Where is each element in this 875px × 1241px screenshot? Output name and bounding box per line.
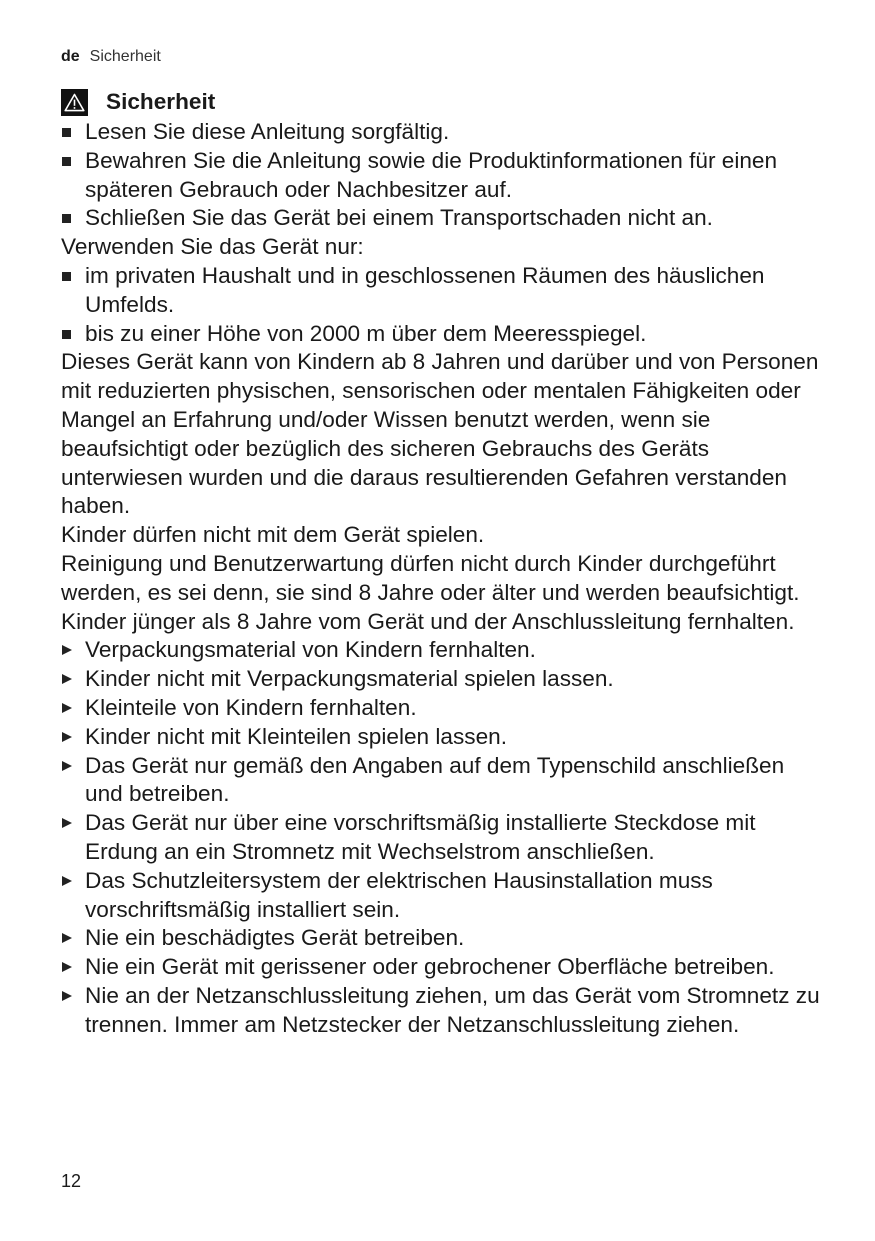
paragraph: Kinder jünger als 8 Jahre vom Gerät und der Anschlussleitung fernhalten. (61, 608, 795, 634)
triangle-bullet-icon (62, 876, 72, 886)
square-bullet-icon (62, 128, 71, 137)
paragraph: Kinder dürfen nicht mit dem Gerät spielen. (61, 522, 485, 548)
instruction-text: Das Gerät nur über eine vorschriftsmäßig installierte Steckdose mit Erdung an ein Stromnetz mit Wechselstrom anschließen. (85, 810, 756, 864)
usage-intro: Verwenden Sie das Gerät nur: (61, 234, 364, 260)
square-bullet-icon (62, 330, 71, 339)
instruction-item (61, 665, 821, 694)
page-number: 12 (61, 1171, 82, 1191)
instruction-item (61, 867, 821, 925)
instruction-text: Verpackungsmaterial von Kindern fernhalten. (85, 637, 536, 663)
triangle-bullet-icon (62, 761, 72, 771)
list-item-text: im privaten Haushalt und in geschlossenen Räumen des häuslichen Umfelds. (85, 262, 765, 317)
list-item-text: bis zu einer Höhe von 2000 m über dem Meeresspiegel. (85, 320, 647, 346)
instruction-item (61, 953, 821, 982)
instruction-text: Das Schutzleitersystem der elektrischen Hausinstallation muss vorschriftsmäßig installiert sein. (85, 867, 713, 922)
square-bullet-icon (62, 157, 71, 166)
list-item-text: Schließen Sie das Gerät bei einem Transportschaden nicht an. (85, 205, 713, 231)
instruction-item (61, 809, 821, 867)
paragraph: Reinigung und Benutzerwartung dürfen nicht durch Kinder durchgeführt werden, es sei denn, sie sind 8 Jahre oder älter und werden beaufsichtigt. (61, 550, 800, 605)
instruction-text: Kinder nicht mit Verpackungsmaterial spielen lassen. (85, 666, 614, 692)
triangle-bullet-icon (62, 732, 72, 742)
list-item-text: Lesen Sie diese Anleitung sorgfältig. (85, 119, 450, 144)
page-content (61, 86, 821, 1040)
triangle-bullet-icon (62, 818, 72, 828)
instruction-item (61, 694, 821, 723)
triangle-bullet-icon (62, 674, 72, 684)
instruction-text: Nie ein beschädigtes Gerät betreiben. (85, 925, 465, 951)
list-item-text: Bewahren Sie die Anleitung sowie die Produktinformationen für einen späteren Gebrauch oder Nachbesitzer auf. (85, 147, 778, 202)
instruction-text: Nie an der Netzanschlussleitung ziehen, um das Gerät vom Stromnetz zu trennen. Immer am Netzstecker der Netzanschlussleitung ziehen. (85, 982, 820, 1037)
warning-triangle-icon (61, 89, 88, 116)
instruction-text: Kleinteile von Kindern fernhalten. (85, 694, 417, 720)
list-item (61, 118, 821, 147)
instruction-text: Kinder nicht mit Kleinteilen spielen lassen. (85, 723, 507, 749)
instruction-text: Das Gerät nur gemäß den Angaben auf dem Typenschild anschließen und betreiben. (85, 752, 785, 807)
instruction-item (61, 982, 821, 1040)
square-bullet-icon (62, 214, 71, 223)
section-title: Sicherheit (106, 88, 216, 114)
list-item (61, 320, 821, 349)
instruction-item (61, 636, 821, 665)
list-item (61, 204, 821, 233)
triangle-bullet-icon (62, 991, 72, 1001)
instruction-item (61, 723, 821, 752)
instruction-text: Nie ein Gerät mit gerissener oder gebrochener Oberfläche betreiben. (85, 954, 775, 980)
instruction-item (61, 752, 821, 810)
triangle-bullet-icon (62, 933, 72, 943)
triangle-bullet-icon (62, 703, 72, 713)
triangle-bullet-icon (62, 645, 72, 655)
list-item (61, 147, 821, 205)
triangle-bullet-icon (62, 962, 72, 972)
language-code: de (61, 48, 80, 65)
instruction-item (61, 924, 821, 953)
list-item (61, 262, 821, 320)
page-header (61, 47, 161, 67)
section-breadcrumb: Sicherheit (89, 48, 161, 65)
section-heading (61, 86, 821, 118)
square-bullet-icon (62, 272, 71, 281)
paragraph: Dieses Gerät kann von Kindern ab 8 Jahren und darüber und von Personen mit reduzierten physischen, sensorischen oder mentalen Fähigkeiten oder Mangel an Erfahrung und/oder Wissen benutzt werden, wenn sie beaufsichtigt oder bezüglich des sicheren Gebrauchs des Geräts unterwiesen wurden und die daraus resultierenden Gefahren verstanden haben. (61, 349, 819, 519)
